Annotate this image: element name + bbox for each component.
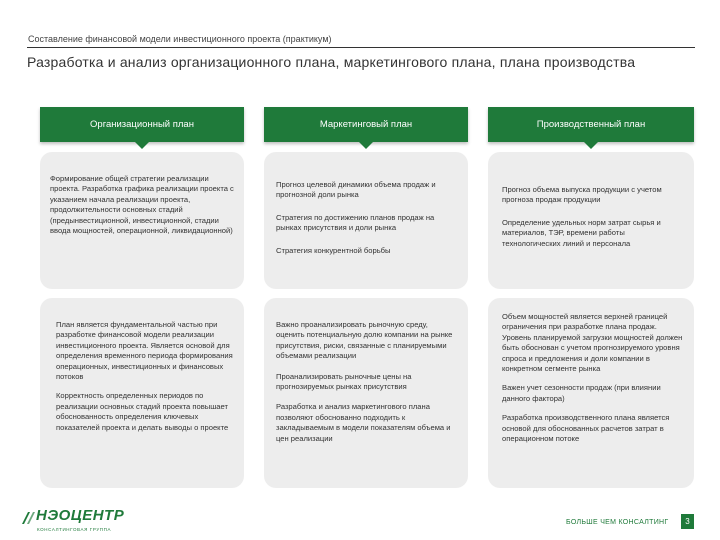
card-text: Важно проанализировать рыночную среду, оценить потенциальную долю компании на рынке присутствия, риски, связанные с планируемыми объемами реализации bbox=[276, 320, 453, 361]
card-text: Объем мощностей является верхней границей ограничения при разработке плана продаж. Уровень планируемой загрузки мощностей должен быть обоснован с учетом прогнозируемого уровня спроса и предложения и доли компании в конкретном сегменте рынка bbox=[502, 312, 683, 374]
card-text: План является фундаментальной частью при разработке финансовой модели реализации инвестиционного проекта. Является основой для определения временного периода формирования операционных, инвестиционных и финансовых потоков bbox=[56, 320, 233, 382]
production-bottom-card bbox=[488, 298, 694, 488]
company-logo bbox=[20, 506, 190, 536]
column-header-organizational: Организационный план bbox=[40, 107, 244, 142]
card-text: Разработка производственного плана является основой для обоснованных расчетов затрат в операционном потоке bbox=[502, 413, 670, 444]
card-text: Проанализировать рыночные цены на прогнозируемых рынках присутствия bbox=[276, 371, 412, 392]
footer-slogan: БОЛЬШЕ ЧЕМ КОНСАЛТИНГ bbox=[566, 519, 669, 526]
logo-text: НЭОЦЕНТР bbox=[36, 507, 125, 524]
card-text: Корректность определенных периодов по реализации основных стадий проекта повышает обоснованность определения ключевых показателей проекта и делать выводы о проекте bbox=[56, 391, 229, 432]
organizational-top-card bbox=[40, 152, 244, 289]
card-text: Важен учет сезонности продаж (при влиянии данного фактора) bbox=[502, 383, 661, 403]
card-text: Формирование общей стратегии реализации проекта. Разработка графика реализации проекта с указанием начала реализации проекта, продолжительности основных стадий (предынвестиционной, инвестиционной, стадии ввода мощностей, операционной, ликвидационной) bbox=[50, 174, 234, 236]
slide-title: Разработка и анализ организационного плана, маркетингового плана, плана производства bbox=[27, 54, 636, 70]
page-number: 3 bbox=[681, 514, 694, 529]
card-text: Стратегия по достижению планов продаж на рынках присутствия и доли рынка bbox=[276, 212, 435, 233]
column-header-marketing: Маркетинговый план bbox=[264, 107, 468, 142]
column-header-production: Производственный план bbox=[488, 107, 694, 142]
production-top-card bbox=[488, 152, 694, 289]
card-text: Стратегия конкурентной борьбы bbox=[276, 245, 391, 255]
marketing-top-card bbox=[264, 152, 468, 289]
header-caption: Составление финансовой модели инвестиционного проекта (практикум) bbox=[28, 34, 332, 44]
card-text: Разработка и анализ маркетингового плана позволяют обоснованно подходить к закладываемым в модели показателям объема и цен реализации bbox=[276, 402, 451, 443]
marketing-bottom-card bbox=[264, 298, 468, 488]
card-text: Прогноз объема выпуска продукции с учетом прогноза продаж продукции bbox=[502, 185, 662, 205]
card-text: Определение удельных норм затрат сырья и материалов, ТЭР, времени работы технологических линий и персонала bbox=[502, 217, 661, 248]
header-rule bbox=[27, 47, 695, 48]
organizational-bottom-card bbox=[40, 298, 244, 488]
card-text: Прогноз целевой динамики объема продаж и прогнозной доли рынка bbox=[276, 180, 436, 200]
logo-mark-icon bbox=[20, 510, 36, 526]
logo-subtitle: КОНСАЛТИНГОВАЯ ГРУППА bbox=[37, 527, 112, 532]
